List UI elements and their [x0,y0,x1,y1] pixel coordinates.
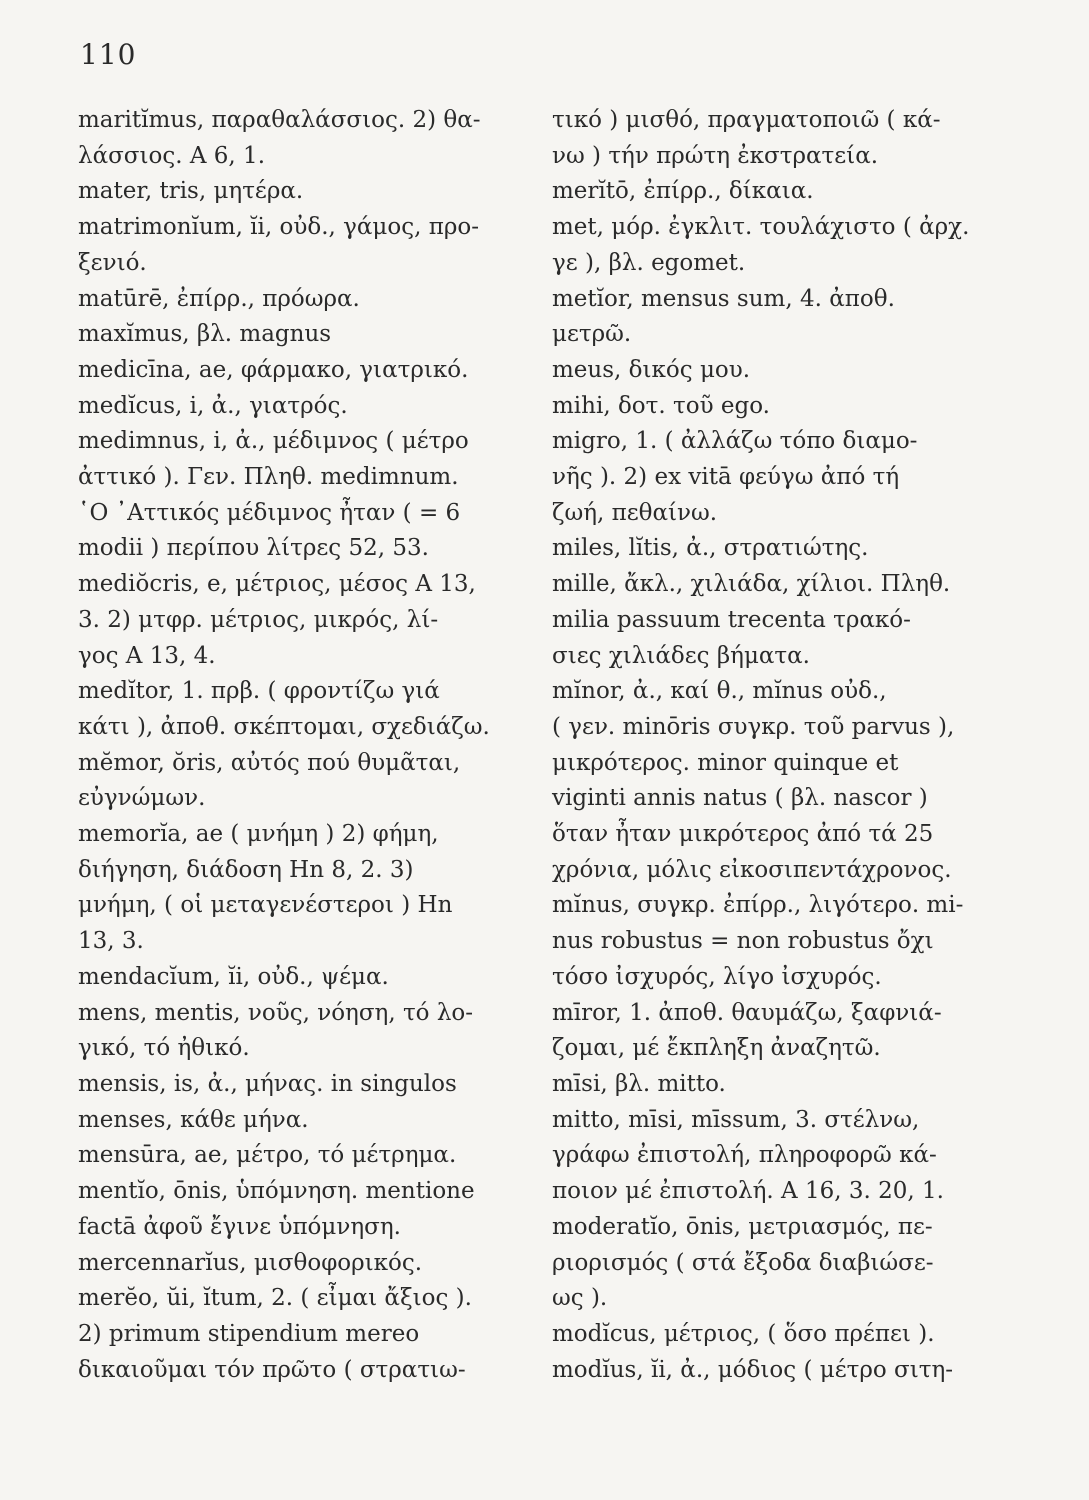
text-line: ὅταν ἦταν μικρότερος ἀπό τά 25 [552,821,934,848]
text-line: maxĭmus, βλ. magnus [78,321,332,348]
text-line: modĭcus, μέτριος, ( ὅσο πρέπει ). [552,1320,935,1347]
text-line: mĭnor, ἀ., καί θ., mĭnus οὐδ., [552,678,887,705]
text-line: factā ἀφοῦ ἔγινε ὑπόμνηση. [78,1213,401,1240]
text-line: mater, tris, μητέρα. [78,178,304,205]
text-line: matrimonĭum, ĭi, οὐδ., γάμος, προ- [78,214,479,241]
text-line: εὐγνώμων. [78,785,206,812]
text-line: γράφω ἐπιστολή, πληροφορῶ κά- [552,1142,937,1169]
text-line: γε ), βλ. egomet. [552,249,746,276]
text-line: τικό ) μισθό, πραγματοποιῶ ( κά- [552,107,941,133]
page-number: 110 [80,38,137,71]
text-line: ζωή, πεθαίνω. [552,499,718,526]
text-line: met, μόρ. ἐγκλιτ. τουλάχιστο ( ἀρχ. [552,214,970,241]
text-line: κάτι ), ἀποθ. σκέπτομαι, σχεδιάζω. [78,713,490,740]
text-line: δικαιοῦμαι τόν πρῶτο ( στρατιω- [78,1356,466,1383]
text-line: ποιον μέ ἐπιστολή. Α 16, 3. 20, 1. [552,1178,944,1205]
text-line: μετρῶ. [552,321,632,348]
text-line: ξενιό. [78,249,147,276]
text-line: metĭor, mensus sum, 4. ἀποθ. [552,285,895,312]
text-line: medĭcus, i, ἀ., γιατρός. [78,392,348,419]
text-line: mitto, mīsi, mīssum, 3. στέλνω, [552,1106,920,1133]
text-line: viginti annis natus ( βλ. nascor ) [552,785,928,812]
text-line: ῾Ο ᾿Αττικός μέδιμνος ἦταν ( = 6 [78,499,461,526]
text-line: ( γεν. minōris συγκρ. τοῦ parvus ), [552,713,955,740]
text-line: nus robustus = non robustus ὄχι [552,928,934,955]
text-line: memorĭa, ae ( μνήμη ) 2) φήμη, [78,821,439,848]
text-line: 3. 2) μτφρ. μέτριος, μικρός, λί- [78,606,439,633]
text-line: mille, ἄκλ., χιλιάδα, χίλιοι. Πληθ. [552,571,951,598]
text-line: medicīna, ae, φάρμακο, γιατρικό. [78,356,469,383]
text-line: mĕmor, ŏris, αὐτός πού θυμᾶται, [78,749,461,776]
text-line: medĭtor, 1. πρβ. ( φροντίζω γιά [78,678,440,705]
text-line: migro, 1. ( ἀλλάζω τόπο διαμο- [552,428,918,455]
text-line: μικρότερος. minor quinque et [552,749,899,776]
text-line: ριορισμός ( στά ἔξοδα διαβιώσε- [552,1249,934,1276]
text-line: menses, κάθε μήνα. [78,1106,309,1133]
text-line: mĭnus, συγκρ. ἐπίρρ., λιγότερο. mi- [552,892,964,919]
text-line: merĭtō, ἐπίρρ., δίκαια. [552,178,814,205]
text-line: μνήμη, ( οἱ μεταγενέστεροι ) Hn [78,892,453,919]
text-line: modĭus, ĭi, ἀ., μόδιος ( μέτρο σιτη- [552,1356,954,1383]
text-line: ως ). [552,1285,608,1312]
text-line: γικό, τό ἠθικό. [78,1035,250,1062]
text-line: mens, mentis, νοῦς, νόηση, τό λο- [78,999,474,1026]
text-line: mīsi, βλ. mitto. [552,1070,726,1097]
text-line: mercennarĭus, μισθοφορικός. [78,1249,423,1276]
text-line: 2) primum stipendium mereo [78,1320,420,1347]
right-column [552,103,984,1388]
text-line: mihi, δοτ. τοῦ ego. [552,392,770,419]
text-line: mīror, 1. ἀποθ. θαυμάζω, ξαφνιά- [552,999,942,1026]
text-line: νω ) τήν πρώτη ἐκστρατεία. [552,142,879,169]
text-line: maritĭmus, παραθαλάσσιος. 2) θα- [78,107,481,133]
text-line: meus, δικός μου. [552,356,751,383]
text-line: 13, 3. [78,928,144,955]
text-line: mentĭo, ōnis, ὑπόμνηση. mentione [78,1178,475,1205]
text-line: mendacĭum, ĭi, οὐδ., ψέμα. [78,963,389,990]
text-line: τόσο ἰσχυρός, λίγο ἰσχυρός. [552,963,882,990]
text-line: medimnus, i, ἀ., μέδιμνος ( μέτρο [78,428,469,455]
left-column [78,103,520,1388]
text-line: διήγηση, διάδοση Hn 8, 2. 3) [78,856,414,883]
text-line: γος Α 13, 4. [78,642,216,669]
text-line: mensūra, ae, μέτρο, τό μέτρημα. [78,1142,457,1169]
text-line: λάσσιος. Α 6, 1. [78,142,265,169]
text-line: χρόνια, μόλις εἰκοσιπεντάχρονος. [552,856,952,883]
text-line: σιες χιλιάδες βήματα. [552,642,810,669]
text-line: mensis, is, ἀ., μήνας. in singulos [78,1070,457,1097]
text-line: mediŏcris, e, μέτριος, μέσος Α 13, [78,571,476,598]
text-line: modii ) περίπου λίτρες 52, 53. [78,535,429,562]
text-line: νῆς ). 2) ex vitā φεύγω ἀπό τή [552,464,900,491]
text-line: moderatĭo, ōnis, μετριασμός, πε- [552,1213,933,1240]
text-line: ζομαι, μέ ἔκπληξη ἀναζητῶ. [552,1035,881,1062]
text-line: ἀττικό ). Γεν. Πληθ. medimnum. [78,464,459,491]
text-line: matūrē, ἐπίρρ., πρόωρα. [78,285,360,312]
text-line: milia passuum trecenta τρακό- [552,606,911,633]
text-line: miles, lĭtis, ἀ., στρατιώτης. [552,535,869,562]
text-line: merĕo, ŭi, ĭtum, 2. ( εἶμαι ἄξιος ). [78,1285,472,1312]
